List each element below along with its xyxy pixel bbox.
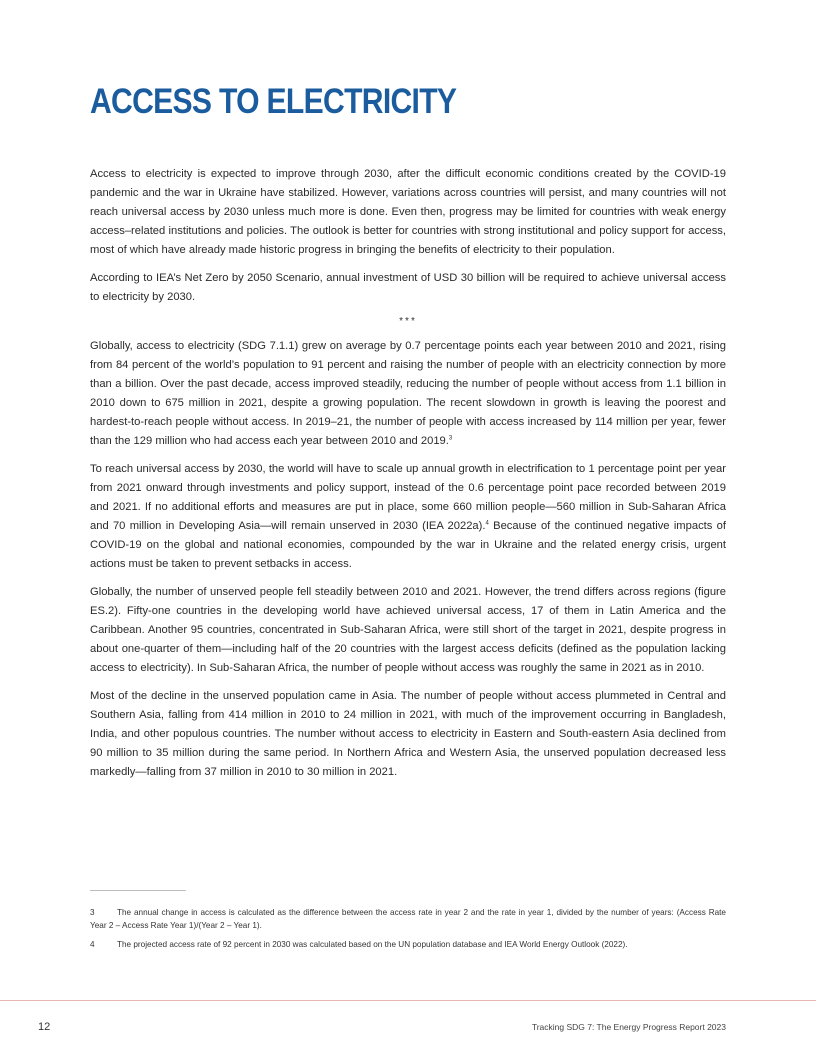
body-text <box>90 165 726 791</box>
paragraph-text: Globally, access to electricity (SDG 7.1.1) grew on average by 0.7 percentage points each year between 2010 and 2021, rising from 84 percent of the world’s population to 91 percent and raising the number of people with an electricity connection by more than a billion. Over the past decade, access improved steadily, reducing the number of people without access from 1.1 billion in 2010 down to 675 million in 2021, despite a growing population. The recent slowdown in growth is leaving the poorest and hardest-to-reach people without access. In 2019–21, the number of people with access increased by 114 million per year, fewer than the 129 million who had access each year between 2010 and 2019. <box>90 340 726 447</box>
footnote <box>90 906 726 932</box>
footnote-ref[interactable]: 4 <box>485 520 489 527</box>
paragraph <box>90 460 726 574</box>
footnote <box>90 938 726 951</box>
footnotes <box>90 906 726 957</box>
paragraph-text: Because of the continued negative impacts of COVID-19 on the global and national economies, compounded by the war in Ukraine and the related energy crisis, urgent actions must be taken to prevent setbacks in access. <box>90 520 726 570</box>
footnote-number: 4 <box>90 940 95 949</box>
page-number: 12 <box>38 1021 51 1033</box>
paragraph: According to IEA’s Net Zero by 2050 Scenario, annual investment of USD 30 billion will be required to achieve universal access to electricity by 2030. <box>90 272 726 303</box>
paragraph: Access to electricity is expected to improve through 2030, after the difficult economic conditions created by the COVID-19 pandemic and the war in Ukraine have stabilized. However, variations across countries will persist, and many countries will not reach universal access by 2030 unless much more is done. Even then, progress may be limited for countries with weak energy access–related institutions and policies. The outlook is better for countries with strong institutional and policy support for access, most of which have already made historic progress in bringing the benefits of electricity to their population. <box>90 168 726 256</box>
paragraph-text: To reach universal access by 2030, the world will have to scale up annual growth in electrification to 1 percentage point per year from 2021 onward through investments and policy support, instead of the 0.6 percentage point pace recorded between 2019 and 2021. If no additional efforts and measures are put in place, some 660 million people—560 million in Sub-Saharan Africa and 70 million in Developing Asia—will remain unserved in 2030 (IEA 2022a). <box>90 463 726 532</box>
footnote-divider <box>90 890 186 891</box>
page-title: ACCESS TO ELECTRICITY <box>90 82 457 121</box>
paragraph <box>90 337 726 451</box>
paragraph: Globally, the number of unserved people fell steadily between 2010 and 2021. However, the trend differs across regions (figure ES.2). Fifty-one countries in the developing world have achieved universal access, 17 of them in Latin America and the Caribbean. Another 95 countries, concentrated in Sub-Saharan Africa, were still short of the target in 2021, despite progress in about one-quarter of them—including half of the 20 countries with the largest access deficits (defined as the population lacking access to electricity). In Sub-Saharan Africa, the number of people without access was roughly the same in 2021 as in 2010. <box>90 586 726 674</box>
footnote-ref[interactable]: 3 <box>448 435 453 442</box>
footer-report-title: Tracking SDG 7: The Energy Progress Report 2023 <box>531 1022 726 1032</box>
section-separator: *** <box>399 316 417 327</box>
footnote-number: 3 <box>90 908 95 917</box>
footer-divider <box>0 1000 816 1001</box>
footnote-text: The projected access rate of 92 percent in 2030 was calculated based on the UN population database and IEA World Energy Outlook (2022). <box>117 940 628 949</box>
paragraph: Most of the decline in the unserved population came in Asia. The number of people without access plummeted in Central and Southern Asia, falling from 414 million in 2010 to 24 million in 2021, with much of the improvement occurring in Bangladesh, India, and other populous countries. The number without access to electricity in Eastern and South-eastern Asia declined from 90 million to 35 million during the same period. In Northern Africa and Western Asia, the unserved population decreased less markedly—falling from 37 million in 2010 to 30 million in 2021. <box>90 690 726 778</box>
footnote-text: The annual change in access is calculated as the difference between the access rate in year 2 and the rate in year 1, divided by the number of years: (Access Rate Year 2 – Access Rate Year 1)/(Year 2 – Year 1). <box>90 908 726 930</box>
